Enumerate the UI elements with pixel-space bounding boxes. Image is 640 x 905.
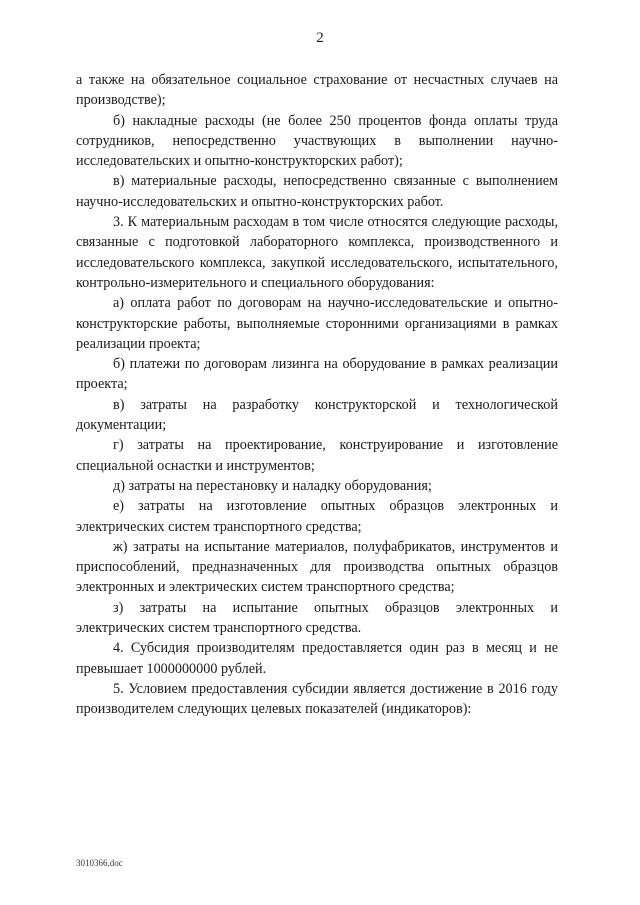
paragraph-item-g: г) затраты на проектирование, конструирование и изготовление специальной оснастки и инструментов; (76, 437, 558, 474)
paragraph-section-4: 4. Субсидия производителям предоставляется один раз в месяц и не превышает 1000000000 рублей. (76, 640, 558, 677)
paragraph-item-v: в) затраты на разработку конструкторской и технологической документации; (76, 396, 558, 434)
paragraph-item-d: д) затраты на перестановку и наладку оборудования; (113, 477, 432, 494)
paragraph-item-zh: ж) затраты на испытание материалов, полуфабрикатов, инструментов и приспособлений, предназначенных для производства опытных образцов электронных и электрических систем транспортного средства; (76, 538, 558, 596)
paragraph-item-a: а) оплата работ по договорам на научно-исследовательские и опытно-конструкторские работы, выполняемые сторонними организациями в рамках реализации проекта; (76, 295, 558, 352)
paragraph-item-v-materials: в) материальные расходы, непосредственно связанные с выполнением научно-исследовательских и опытно-конструкторских работ. (76, 173, 558, 210)
paragraph-item-z: з) затраты на испытание опытных образцов электронных и электрических систем транспортного средства. (76, 599, 558, 637)
paragraph-item-e: е) затраты на изготовление опытных образцов электронных и электрических систем транспортного средства; (76, 498, 558, 535)
footer-filename: 3010366.doc (76, 858, 123, 868)
paragraph-item-b: б) платежи по договорам лизинга на оборудование в рамках реализации проекта; (76, 356, 558, 393)
paragraph-section-5: 5. Условием предоставления субсидии является достижение в 2016 году производителем следующих целевых показателей (индикаторов): (76, 680, 558, 718)
paragraph-continuation: а также на обязательное социальное страхование от несчастных случаев на производстве); (76, 72, 558, 109)
page-number: 2 (316, 30, 324, 46)
document-body (76, 70, 558, 720)
paragraph-item-b-overhead: б) накладные расходы (не более 250 процентов фонда оплаты труда сотрудников, непосредственно участвующих в выполнении научно-исследовательских и опытно-конструкторских работ); (76, 112, 558, 170)
paragraph-section-3: 3. К материальным расходам в том числе относятся следующие расходы, связанные с подготовкой лабораторного комплекса, производственного и исследовательского комплекса, закупкой исследовательского, испытательного, контрольно-измерительного и специального оборудования: (76, 214, 558, 291)
